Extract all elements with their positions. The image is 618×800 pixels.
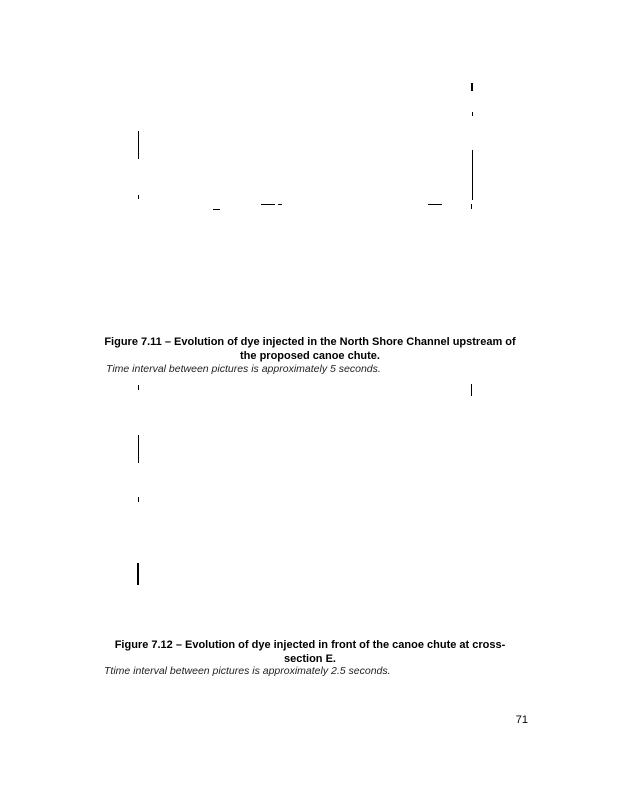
image-edge-mark: [261, 204, 275, 205]
image-edge-mark: [472, 150, 473, 200]
image-edge-mark: [137, 563, 139, 585]
image-edge-mark: [138, 195, 139, 199]
figure-7-11-note: Time interval between pictures is approximately 5 seconds.: [106, 363, 381, 375]
caption-line: section E.: [284, 653, 336, 665]
image-edge-mark: [472, 112, 473, 116]
image-edge-mark: [278, 204, 282, 205]
figure-7-12-note: Ttime interval between pictures is approximately 2.5 seconds.: [104, 665, 391, 677]
image-edge-mark: [213, 209, 220, 210]
image-edge-mark: [428, 204, 442, 205]
caption-line: Figure 7.12 – Evolution of dye injected in front of the canoe chute at cross-: [114, 639, 506, 651]
caption-line: the proposed canoe chute.: [240, 350, 380, 362]
caption-line: Figure 7.11 – Evolution of dye injected in the North Shore Channel upstream of: [104, 336, 516, 348]
image-edge-mark: [138, 435, 139, 463]
figure-7-12-caption: [60, 638, 560, 666]
image-edge-mark: [138, 385, 139, 390]
image-edge-mark: [138, 497, 139, 502]
image-edge-mark: [471, 204, 472, 209]
image-edge-mark: [471, 384, 472, 396]
image-edge-mark: [138, 131, 139, 159]
figure-7-11-caption: [60, 335, 560, 363]
image-edge-mark: [471, 83, 473, 91]
page-number: 71: [515, 714, 528, 726]
